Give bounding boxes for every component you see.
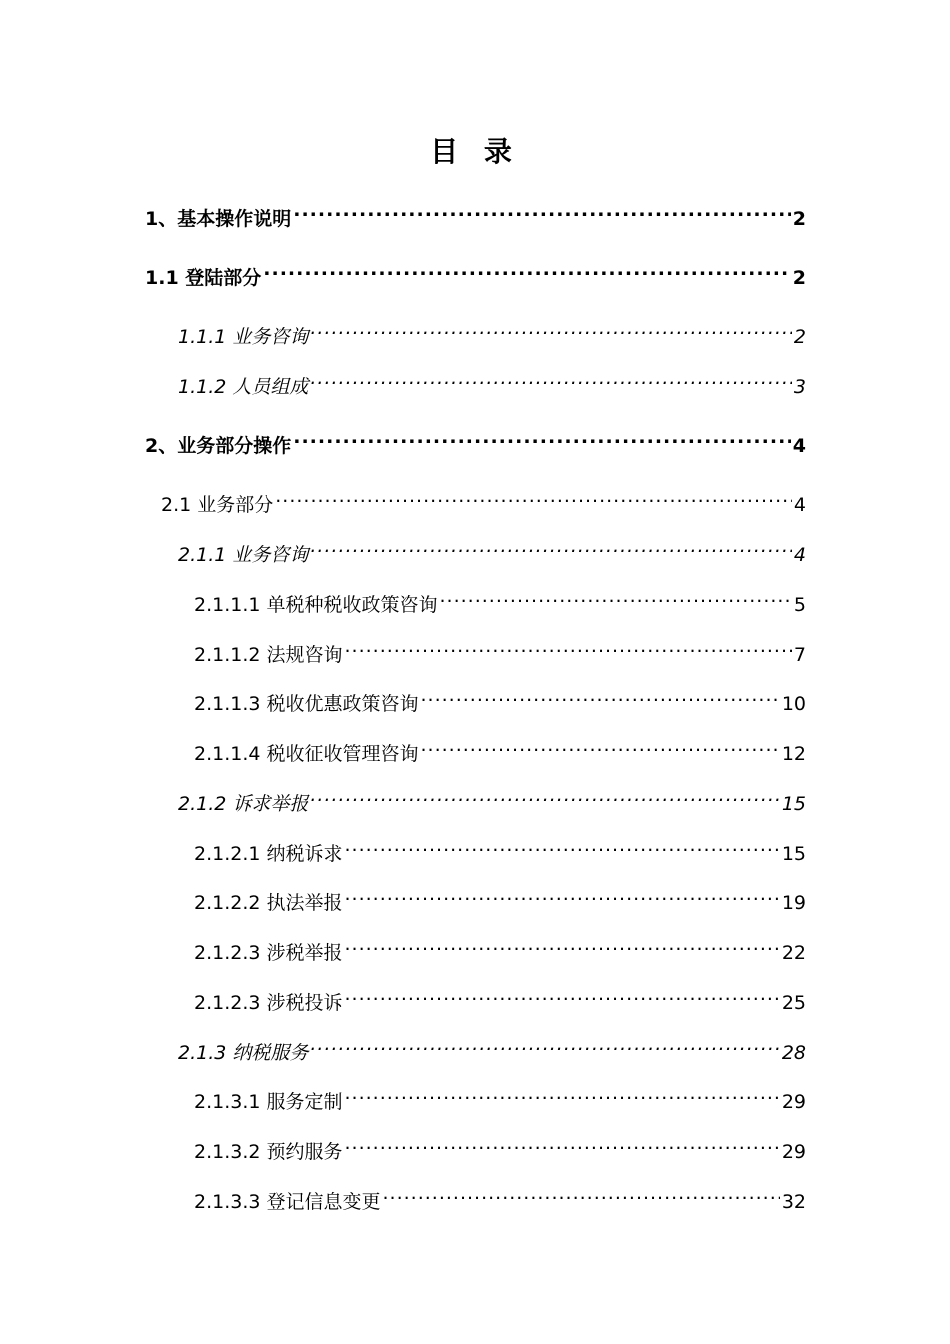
toc-entry-label: 1.1 登陆部分 <box>145 267 262 289</box>
toc-entry-label: 2.1.2.2 执法举报 <box>194 892 343 914</box>
toc-dot-leader <box>345 929 780 959</box>
toc-entry-page: 15 <box>781 793 806 815</box>
toc-dot-leader <box>345 830 780 860</box>
toc-entry[interactable] <box>194 680 806 715</box>
toc-entry[interactable] <box>194 1128 806 1163</box>
toc-entry-label: 2.1.1.1 单税种税收政策咨询 <box>194 594 438 616</box>
toc-dot-leader <box>345 879 780 909</box>
toc-dot-leader <box>293 195 791 225</box>
toc-entry-label: 2.1 业务部分 <box>161 494 274 516</box>
toc-entry[interactable] <box>178 313 806 348</box>
toc-dot-leader <box>421 730 780 760</box>
toc-entry[interactable] <box>145 254 806 289</box>
toc-entry-label: 2、业务部分操作 <box>145 435 292 457</box>
toc-entry[interactable] <box>178 780 806 815</box>
toc-entry-label: 2.1.2 诉求举报 <box>178 793 309 815</box>
toc-dot-leader <box>293 422 791 452</box>
toc-entry-label: 2.1.2.1 纳税诉求 <box>194 843 343 865</box>
toc-entry-page: 2 <box>793 326 806 348</box>
toc-entry-label: 2.1.3.3 登记信息变更 <box>194 1191 381 1213</box>
toc-entry-label: 2.1.2.3 涉税投诉 <box>194 992 343 1014</box>
toc-entry-page: 10 <box>781 693 806 715</box>
toc-entry[interactable] <box>145 195 806 230</box>
toc-entry-label: 1、基本操作说明 <box>145 208 292 230</box>
toc-entry-page: 3 <box>793 376 806 398</box>
toc-entry-page: 29 <box>781 1141 806 1163</box>
toc-entry-page: 22 <box>781 942 806 964</box>
toc-entry[interactable] <box>194 730 806 765</box>
toc-dot-leader <box>275 481 792 511</box>
toc-entry[interactable] <box>194 929 806 964</box>
toc-entry[interactable] <box>161 481 806 516</box>
toc-entry-label: 2.1.1.4 税收征收管理咨询 <box>194 743 419 765</box>
toc-entry-label: 2.1.3 纳税服务 <box>178 1042 309 1064</box>
toc-entry[interactable] <box>178 363 806 398</box>
toc-entry-label: 2.1.1 业务咨询 <box>178 544 309 566</box>
toc-entry-page: 15 <box>781 843 806 865</box>
toc-dot-leader <box>345 1078 780 1108</box>
toc-dot-leader <box>421 680 780 710</box>
toc-entry-page: 28 <box>781 1042 806 1064</box>
toc-dot-leader <box>310 531 792 561</box>
toc-entry-page: 7 <box>793 644 806 666</box>
page-title: 目 录 <box>430 135 520 168</box>
toc-dot-leader <box>440 581 792 611</box>
toc-entry[interactable] <box>194 830 806 865</box>
toc-entry-label: 1.1.1 业务咨询 <box>178 326 309 348</box>
toc-entry-page: 2 <box>792 208 806 230</box>
toc-entry[interactable] <box>194 631 806 666</box>
toc-entry[interactable] <box>194 1078 806 1113</box>
toc-dot-leader <box>310 1029 779 1059</box>
toc-entry[interactable] <box>194 1178 806 1213</box>
toc-entry-page: 25 <box>781 992 806 1014</box>
toc-entry-page: 5 <box>793 594 806 616</box>
toc-entry[interactable] <box>194 879 806 914</box>
toc-entry-page: 19 <box>781 892 806 914</box>
toc-entry-label: 1.1.2 人员组成 <box>178 376 309 398</box>
toc-dot-leader <box>310 363 792 393</box>
toc-entry[interactable] <box>178 531 806 566</box>
toc-entry-page: 4 <box>792 435 806 457</box>
toc-entry[interactable] <box>178 1029 806 1064</box>
toc-dot-leader <box>310 313 792 343</box>
toc-dot-leader <box>345 1128 780 1158</box>
toc-dot-leader <box>383 1178 780 1208</box>
toc-entry-page: 4 <box>793 494 806 516</box>
toc-dot-leader <box>345 979 780 1009</box>
toc-entry-page: 2 <box>792 267 806 289</box>
toc-entry-label: 2.1.2.3 涉税举报 <box>194 942 343 964</box>
toc-entry[interactable] <box>145 422 806 457</box>
toc-entry-label: 2.1.3.1 服务定制 <box>194 1091 343 1113</box>
toc-entry-page: 4 <box>793 544 806 566</box>
toc-dot-leader <box>263 254 790 284</box>
toc-entry[interactable] <box>194 979 806 1014</box>
toc-entry-label: 2.1.1.2 法规咨询 <box>194 644 343 666</box>
toc-entry-label: 2.1.3.2 预约服务 <box>194 1141 343 1163</box>
toc-entry-page: 29 <box>781 1091 806 1113</box>
toc-entry-label: 2.1.1.3 税收优惠政策咨询 <box>194 693 419 715</box>
toc-entry-page: 32 <box>781 1191 806 1213</box>
toc-dot-leader <box>310 780 779 810</box>
toc-entry-page: 12 <box>781 743 806 765</box>
toc-entry[interactable] <box>194 581 806 616</box>
toc-dot-leader <box>345 631 792 661</box>
